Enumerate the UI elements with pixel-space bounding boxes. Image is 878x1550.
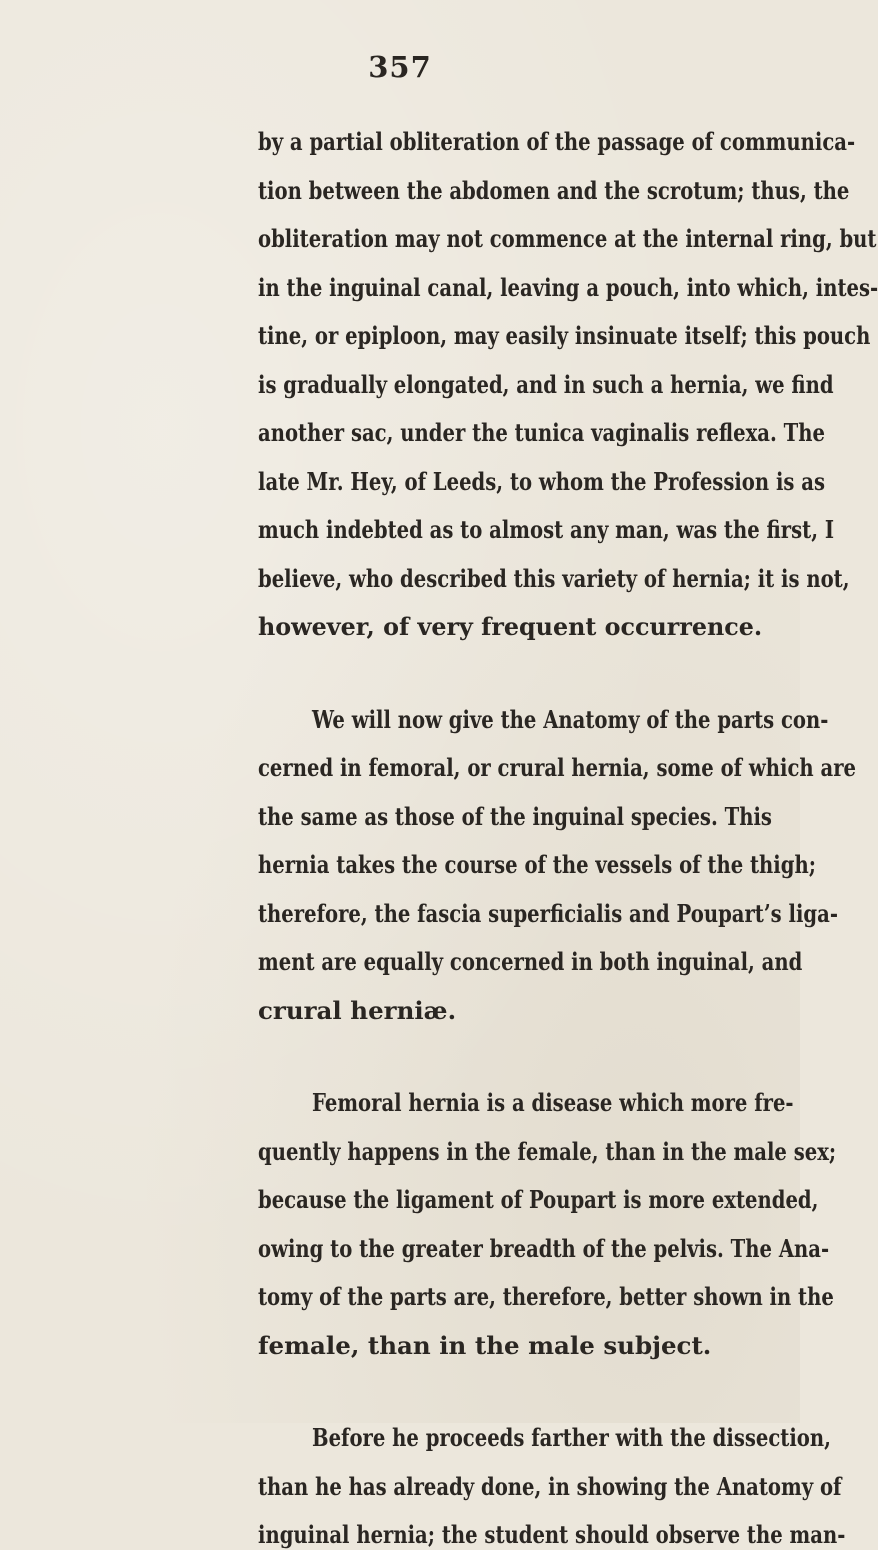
text-line: however, of very frequent occurrence.	[258, 612, 763, 641]
text-line: because the ligament of Poupart is more extended,	[258, 1185, 819, 1214]
text-line: much indebted as to almost any man, was the first, I	[258, 515, 835, 544]
text-line: cerned in femoral, or crural hernia, some of which are	[258, 753, 856, 782]
text-line: quently happens in the female, than in the male sex;	[258, 1136, 837, 1166]
text-line: believe, who described this variety of hernia; it is not,	[258, 563, 850, 593]
text-line: by a partial obliteration of the passage of communica-	[258, 127, 856, 156]
text-line: hernia takes the course of the vessels of the thigh;	[258, 850, 816, 879]
text-line: is gradually elongated, and in such a hernia, we find	[258, 369, 834, 399]
text-line: therefore, the fascia superficialis and Poupart’s liga-	[258, 898, 838, 928]
text-line: inguinal hernia; the student should observe the man-	[258, 1520, 846, 1549]
text-line: tomy of the parts are, therefore, better shown in the	[258, 1282, 834, 1311]
text-line: Femoral hernia is a disease which more fre-	[312, 1088, 794, 1117]
text-line: Before he proceeds farther with the dissection,	[312, 1423, 831, 1452]
text-line: in the inguinal canal, leaving a pouch, into which, intes-	[258, 272, 878, 302]
text-line: female, than in the male subject.	[258, 1330, 712, 1360]
text-line: ment are equally concerned in both inguinal, and	[258, 947, 803, 976]
page-number: 357	[368, 50, 432, 84]
text-line: obliteration may not commence at the internal ring, but	[258, 224, 877, 253]
text-line: tine, or epiploon, may easily insinuate itself; this pouch	[258, 321, 871, 350]
text-line: another sac, under the tunica vaginalis reflexa. The	[258, 418, 825, 447]
text-line: late Mr. Hey, of Leeds, to whom the Profession is as	[258, 466, 825, 496]
text-line: We will now give the Anatomy of the parts con-	[312, 704, 829, 734]
text-line: tion between the abdomen and the scrotum; thus, the	[258, 175, 850, 205]
text-line: than he has already done, in showing the Anatomy of	[258, 1471, 842, 1501]
text-line: the same as those of the inguinal species. This	[258, 801, 772, 831]
text-line: owing to the greater breadth of the pelvis. The Ana-	[258, 1233, 830, 1263]
text-line: crural herniæ.	[258, 995, 457, 1025]
